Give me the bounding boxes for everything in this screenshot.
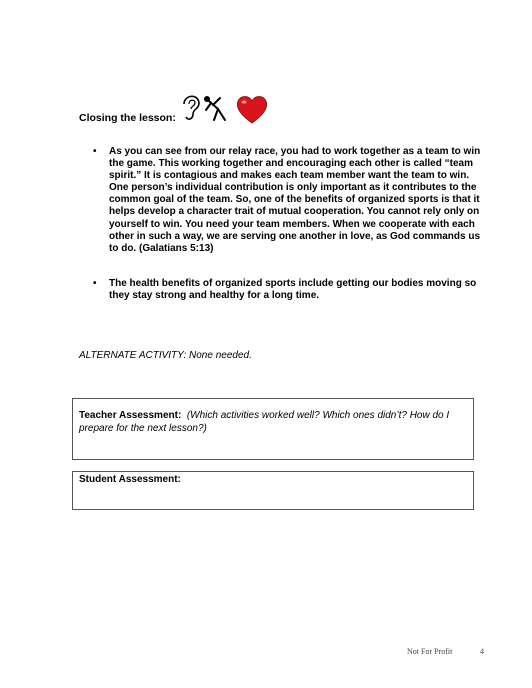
closing-lesson-heading: Closing the lesson: [79,112,176,124]
bullet-symbol: • [93,146,97,157]
student-assessment-box [72,471,474,510]
teacher-assessment-prompt: (Which activities worked well? Which ones didn’t? How do I prepare for the next lesson?) [79,410,450,434]
bullet-symbol: • [93,277,97,289]
heart-icon [237,97,266,124]
stretching-figure-icon [204,96,225,120]
bullet-item-team-spirit [93,146,483,255]
footer-text: Not For Profit [407,647,453,656]
bullet-list [93,146,483,302]
page-number: 4 [480,647,484,656]
lesson-icons [180,90,270,126]
bullet-text: As you can see from our relay race, you had to work together as a team to win the game. This working together and encouraging each other is called “team spirit.” It is contagious and makes each team member want the team to win. One person’s individual contribution is only important as it contributes to the common goal of the team. So, one of the benefits of organized sports is that it helps develop a character trait of mutual cooperation. You cannot rely only on yourself to win. You need your team members. When we cooperate with each other in such a way, we are serving one another in love, as God commands us to do. (Galatians 5:13) [109,146,481,254]
bullet-text: The health benefits of organized sports include getting our bodies moving so they stay strong and healthy for a long time. [109,277,477,301]
bullet-item-health [93,278,483,302]
teacher-assessment-box [72,398,474,460]
ear-icon [184,96,199,119]
teacher-assessment-label: Teacher Assessment: [79,410,182,421]
alternate-activity: ALTERNATE ACTIVITY: None needed. [79,350,252,361]
student-assessment-label: Student Assessment: [79,474,181,485]
